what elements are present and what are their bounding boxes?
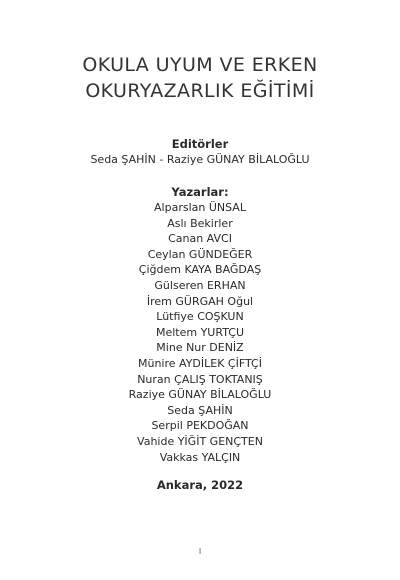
author-name: Meltem YURTÇU: [155, 325, 245, 339]
editors-names: Seda ŞAHİN - Raziye GÜNAY BİLALOĞLU: [90, 153, 310, 166]
publication-place-year: Ankara, 2022: [156, 478, 244, 492]
author-name: Raziye GÜNAY BİLALOĞLU: [128, 388, 272, 402]
authors-heading: Yazarlar:: [171, 185, 229, 199]
book-title: [0, 52, 400, 104]
author-name: Canan AVCI: [168, 232, 232, 246]
author-name: Lütfiye COŞKUN: [156, 310, 244, 324]
author-name: Aslı Bekirler: [167, 216, 233, 230]
author-name: Ceylan GÜNDEĞER: [147, 247, 253, 261]
author-name: Münire AYDİLEK ÇİFTÇİ: [138, 356, 262, 370]
page-number: I: [198, 547, 202, 556]
author-name: Vahide YİĞİT GENÇTEN: [137, 434, 263, 448]
author-name: İrem GÜRGAH Oğul: [146, 294, 254, 308]
editors-heading: Editörler: [171, 137, 229, 151]
author-name: Alparslan ÜNSAL: [154, 201, 246, 214]
author-name: Vakkas YALÇIN: [159, 450, 241, 464]
book-title-line-1: OKULA UYUM VE ERKEN: [82, 54, 318, 76]
author-list: [0, 200, 400, 465]
authors-section: [0, 184, 400, 465]
author-name: Serpil PEKDOĞAN: [151, 419, 249, 433]
author-name: Çiğdem KAYA BAĞDAŞ: [138, 263, 262, 277]
author-name: Gülseren ERHAN: [154, 278, 246, 292]
editors-section: [0, 136, 400, 168]
author-name: Seda ŞAHİN: [167, 403, 233, 417]
author-name: Mine Nur DENİZ: [156, 341, 244, 355]
book-title-line-2: OKURYAZARLIK EĞİTİMİ: [85, 80, 315, 102]
author-name: Nuran ÇALIŞ TOKTANIŞ: [137, 372, 263, 386]
